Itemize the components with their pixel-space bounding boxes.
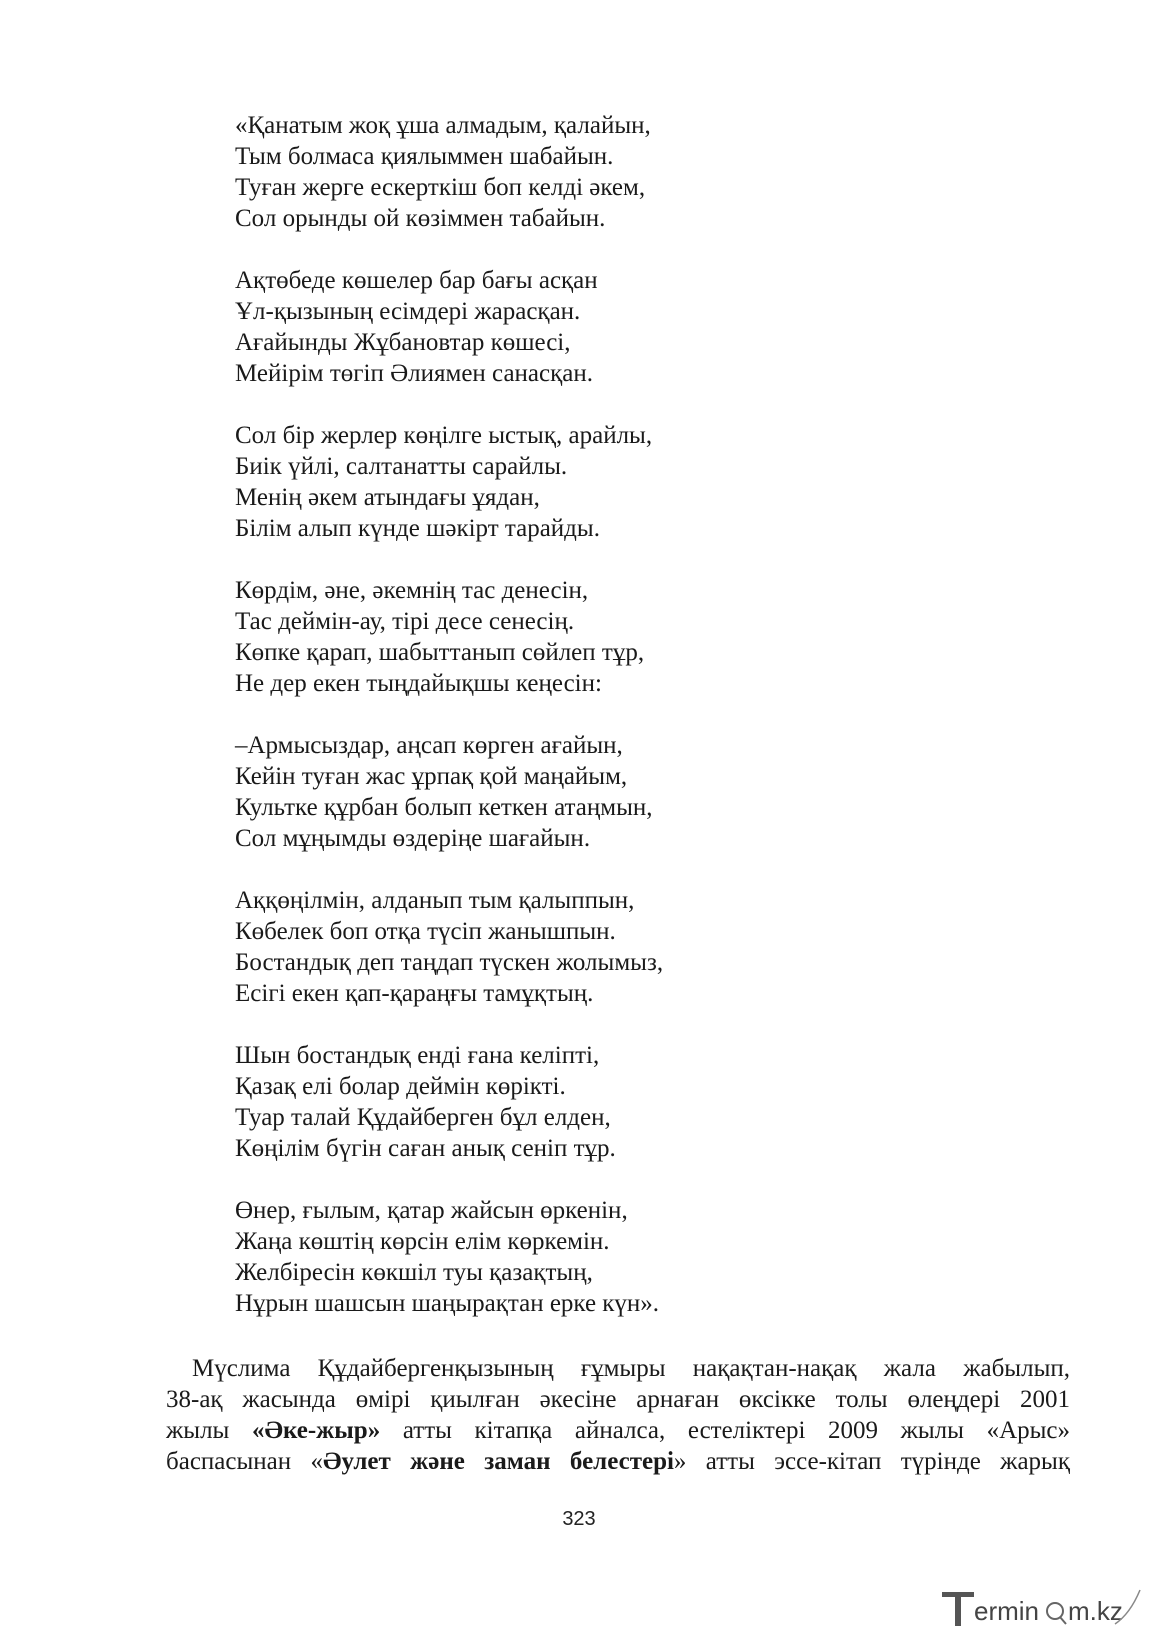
poem-stanza: [235, 575, 795, 699]
prose-text: атты кітапқа айналса, естеліктері 2009 жылы «Арыс»: [380, 1417, 1071, 1444]
poem-line: Қазақ елі болар деймін көрікті.: [235, 1073, 566, 1100]
poem-line: Жаңа көштің көрсін елім көркемін.: [235, 1228, 610, 1255]
poem-line: Көбелек боп отқа түсіп жанышпын.: [235, 918, 616, 945]
prose-text: баспасынан «: [166, 1448, 324, 1475]
poem-line: –Армысыздар, аңсап көрген ағайын,: [235, 732, 623, 759]
poem-line: Ақтөбеде көшелер бар бағы асқан: [235, 267, 598, 294]
poem-stanza: [235, 730, 795, 854]
poem-line: «Қанатым жоқ ұша алмадым, қалайын,: [235, 112, 651, 139]
poem-line: Көңілім бүгін саған анық сеніп тұр.: [235, 1135, 616, 1162]
poem: [235, 110, 795, 1350]
poem-line: Тас деймін-ау, тірі десе сенесің.: [235, 608, 575, 635]
watermark-text-b: m.kz: [1068, 1596, 1123, 1626]
prose-line: [166, 1415, 1070, 1446]
poem-line: Көрдім, әне, әкемнің тас денесін,: [235, 577, 589, 604]
poem-line: Сол орынды ой көзіммен табайын.: [235, 205, 606, 232]
poem-line: Туған жерге ескерткіш боп келді әкем,: [235, 174, 646, 201]
poem-line: Сол бір жерлер көңілге ыстық, арайлы,: [235, 422, 653, 449]
poem-line: Шын бостандық енді ғана келіпті,: [235, 1042, 600, 1069]
poem-line: Биік үйлі, салтанатты сарайлы.: [235, 453, 568, 480]
poem-line: Культке құрбан болып кеткен атаңмын,: [235, 794, 653, 821]
poem-line: Аққөңілмін, алданып тым қалыппын,: [235, 887, 635, 914]
poem-line: Не дер екен тыңдайықшы кеңесін:: [235, 670, 602, 697]
poem-line: Есігі екен қап-қараңғы тамұқтың.: [235, 980, 594, 1007]
book-title-bold: «Әке-жыр»: [251, 1417, 381, 1444]
watermark-text-a: ermin: [974, 1596, 1040, 1626]
prose-paragraph: [166, 1353, 1070, 1477]
poem-stanza: [235, 420, 795, 544]
termincom-watermark-logo: [940, 1584, 1145, 1628]
poem-line: Кейін туған жас ұрпақ қой маңайым,: [235, 763, 628, 790]
book-title-bold: Әулет және заман белестері: [323, 1448, 674, 1475]
poem-line: Өнер, ғылым, қатар жайсын өркенін,: [235, 1197, 628, 1224]
poem-line: Туар талай Құдайберген бұл елден,: [235, 1104, 611, 1131]
page-number: 323: [562, 1508, 596, 1530]
poem-line: Ағайынды Жұбановтар көшесі,: [235, 329, 571, 356]
poem-line: Нұрын шашсын шаңырақтан ерке күн».: [235, 1290, 660, 1317]
poem-line: Сол мұңымды өздеріңе шағайын.: [235, 825, 591, 852]
poem-stanza: [235, 1195, 795, 1319]
poem-stanza: [235, 265, 795, 389]
poem-line: Тым болмаса қиялыммен шабайын.: [235, 143, 614, 170]
prose-text: » атты эссе-кітап түрінде жарық: [673, 1448, 1070, 1475]
prose-line: [166, 1446, 1070, 1477]
prose-line: 38-ақ жасында өмірі қиылған әкесіне арнаған өксікке толы өлеңдері 2001: [166, 1386, 1070, 1413]
poem-line: Білім алып күнде шәкірт тарайды.: [235, 515, 600, 542]
poem-line: Бостандық деп таңдап түскен жолымыз,: [235, 949, 664, 976]
poem-stanza: [235, 885, 795, 1009]
prose-text: жылы: [166, 1417, 252, 1444]
poem-line: Желбіресін көкшіл туы қазақтың,: [235, 1259, 593, 1286]
poem-stanza: [235, 1040, 795, 1164]
poem-line: Менің әкем атындағы ұядан,: [235, 484, 540, 511]
prose-line: Мүслима Құдайбергенқызының ғұмыры нақақтан-нақақ жала жабылып,: [192, 1355, 1070, 1382]
poem-line: Ұл-қызының есімдері жарасқан.: [235, 298, 581, 325]
poem-line: Көпке қарап, шабыттанып сөйлеп тұр,: [235, 639, 645, 666]
poem-stanza: [235, 110, 795, 234]
poem-line: Мейірім төгіп Әлиямен санасқан.: [235, 360, 593, 387]
